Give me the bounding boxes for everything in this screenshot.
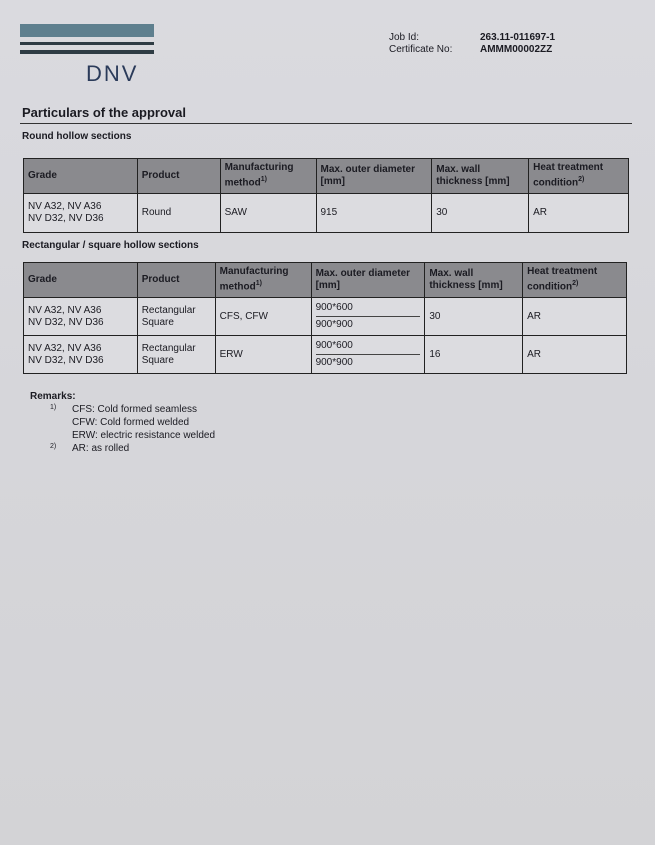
remark-item: CFW: Cold formed welded xyxy=(72,417,190,428)
rect-section-heading: Rectangular / square hollow sections xyxy=(22,240,199,251)
round-section-heading: Round hollow sections xyxy=(22,131,132,142)
cell-diameter: 900*600 900*900 xyxy=(311,336,425,374)
table-row xyxy=(24,194,629,233)
cell-wall: 16 xyxy=(425,336,523,374)
header-grade: Grade xyxy=(24,159,138,194)
cell-heat: AR xyxy=(523,298,627,336)
header-product: Product xyxy=(137,159,220,194)
cell-method: SAW xyxy=(220,194,316,233)
header-wall: Max. wall thickness [mm] xyxy=(432,159,529,194)
table-header-row xyxy=(24,159,629,194)
logo-bar-top xyxy=(20,24,154,37)
cell-wall: 30 xyxy=(432,194,529,233)
remark-item: ERW: electric resistance welded xyxy=(72,430,216,441)
cell-grade: NV A32, NV A36 NV D32, NV D36 xyxy=(24,336,138,374)
round-sections-table xyxy=(23,158,629,233)
job-values xyxy=(480,32,555,56)
job-labels xyxy=(389,32,452,56)
header-heat: Heat treatment condition$^{2)}$ xyxy=(523,263,627,298)
certificate-label: Certificate No: xyxy=(389,44,453,55)
remarks-heading: Remarks: xyxy=(30,391,76,402)
header-method: Manufacturing method$^{1)}$ xyxy=(215,263,311,298)
remarks-block xyxy=(30,390,215,455)
cell-wall: 30 xyxy=(425,298,523,336)
cell-product: Round xyxy=(137,194,220,233)
job-id-label: Job Id: xyxy=(389,32,420,43)
header-diameter: Max. outer diameter [mm] xyxy=(316,159,432,194)
logo-bar-middle xyxy=(20,42,154,45)
header-diameter: Max. outer diameter [mm] xyxy=(311,263,425,298)
remark-note-marker: 2) xyxy=(50,443,57,450)
remark-item: 1) CFS: Cold formed seamless xyxy=(30,403,215,416)
cell-heat: AR xyxy=(523,336,627,374)
table-row xyxy=(24,336,627,374)
dnv-logo: DNV xyxy=(86,61,139,86)
table-row xyxy=(24,298,627,336)
cell-heat: AR xyxy=(529,194,629,233)
remark-note-marker: 1) xyxy=(50,404,57,411)
title-divider xyxy=(20,123,632,124)
rect-sections-table xyxy=(23,262,627,374)
job-id-value: 263.11-011697-1 xyxy=(480,32,556,43)
header-wall: Max. wall thickness [mm] xyxy=(425,263,523,298)
cell-method: CFS, CFW xyxy=(215,298,311,336)
cell-grade: NV A32, NV A36 NV D32, NV D36 xyxy=(24,194,138,233)
header-method: Manufacturing method$^{1)}$ xyxy=(220,159,316,194)
header-heat: Heat treatment condition$^{2)}$ xyxy=(529,159,629,194)
cell-diameter: 900*600 900*900 xyxy=(311,298,425,336)
remark-item: 2) AR: as rolled xyxy=(30,442,215,455)
logo-bar-bottom xyxy=(20,50,154,54)
header-grade: Grade xyxy=(24,263,138,298)
cell-diameter: 915 xyxy=(316,194,432,233)
page-title: Particulars of the approval xyxy=(22,105,186,120)
table-header-row xyxy=(24,263,627,298)
certificate-value: AMMM00002ZZ xyxy=(480,44,553,55)
header-product: Product xyxy=(137,263,215,298)
cell-product: Rectangular Square xyxy=(137,336,215,374)
cell-grade: NV A32, NV A36 NV D32, NV D36 xyxy=(24,298,138,336)
cell-product: Rectangular Square xyxy=(137,298,215,336)
cell-method: ERW xyxy=(215,336,311,374)
